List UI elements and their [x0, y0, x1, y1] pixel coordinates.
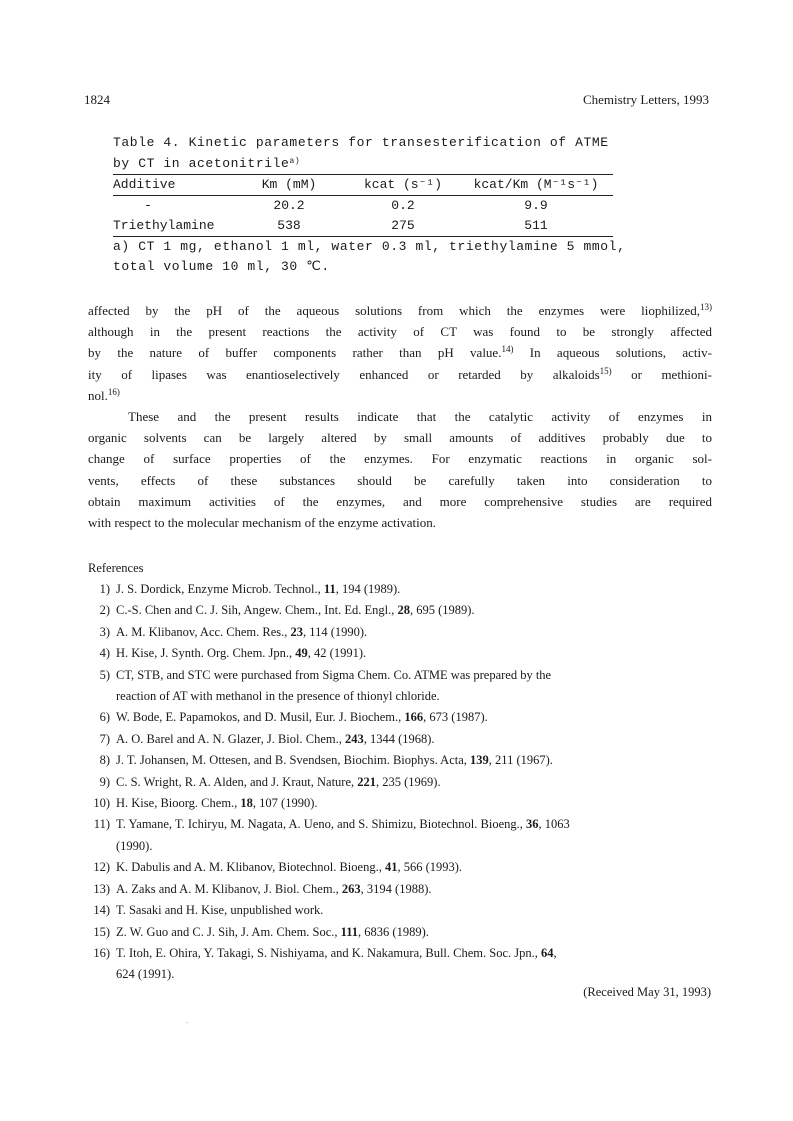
reference-pages-year: , 1344 (1968). — [363, 731, 435, 746]
reference-number: 16) — [93, 945, 110, 960]
reference-citation: W. Bode, E. Papamokos, and D. Musil, Eur. J. Biochem., — [116, 710, 405, 725]
reference-citation: A. O. Barel and A. N. Glazer, J. Biol. Chem., — [116, 731, 345, 746]
reference-volume: 139 — [470, 753, 489, 768]
reference-text — [116, 943, 712, 964]
table-header-additive: Additive — [113, 177, 176, 192]
citation-15: 15) — [599, 365, 612, 376]
reference-text — [116, 879, 712, 900]
reference-volume: 111 — [340, 924, 359, 939]
reference-volume: 243 — [344, 731, 364, 746]
reference-pages-year: , 3194 (1988). — [360, 881, 432, 896]
table-caption-line-2 — [113, 153, 613, 174]
reference-item — [88, 772, 712, 793]
table-header-kcat-km: kcat/Km (M⁻¹s⁻¹) — [473, 177, 599, 192]
reference-text — [116, 814, 712, 835]
reference-volume: 23 — [290, 624, 304, 639]
reference-text — [116, 922, 712, 943]
reference-citation: H. Kise, J. Synth. Org. Chem. Jpn., — [116, 646, 296, 661]
paragraph-line — [88, 342, 712, 363]
reference-item — [88, 600, 712, 621]
reference-pages-year: , 235 (1969). — [376, 774, 441, 789]
reference-volume: 28 — [397, 603, 410, 618]
reference-item — [88, 900, 712, 921]
text-span: by the nature of buffer components rather than pH value. — [88, 345, 502, 361]
reference-text — [116, 579, 712, 600]
reference-citation: J. T. Johansen, M. Ottesen, and B. Svendsen, Biochim. Biophys. Acta, — [116, 753, 471, 768]
paragraph-line: change of surface properties of the enzymes. For enzymatic reactions in organic sol- — [88, 451, 712, 467]
table-row — [113, 196, 613, 216]
table-cell: - — [144, 198, 152, 213]
text-span: or methioni- — [611, 366, 712, 382]
table-header-km: Km (mM) — [261, 177, 317, 192]
reference-citation: T. Itoh, E. Ohira, Y. Takagi, S. Nishiyama, and K. Nakamura, Bull. Chem. Soc. Jpn., — [116, 945, 541, 960]
reference-pages-year: , — [553, 945, 557, 960]
reference-volume: 11 — [323, 582, 336, 596]
reference-text — [116, 622, 712, 643]
reference-number: 12) — [93, 860, 110, 875]
reference-number: 3) — [99, 624, 110, 639]
reference-volume: 221 — [357, 774, 377, 789]
paragraph-line — [88, 364, 712, 385]
table-header-kcat: kcat (s⁻¹) — [363, 177, 443, 192]
table-header-row — [113, 175, 613, 195]
table-cell: Triethylamine — [113, 218, 215, 233]
reference-volume: 263 — [341, 881, 361, 896]
received-date: (Received May 31, 1993) — [583, 985, 711, 999]
reference-item — [88, 879, 712, 900]
references-heading: References — [88, 561, 144, 575]
table-caption-footnote-mark: a) — [289, 157, 301, 166]
paragraph-line: with respect to the molecular mechanism of the enzyme activation. — [88, 514, 436, 530]
body-text — [88, 300, 712, 533]
reference-pages-year: , 1063 — [538, 817, 570, 832]
reference-pages-year: , 107 (1990). — [252, 796, 318, 811]
reference-number: 13) — [93, 881, 110, 896]
reference-item — [88, 707, 712, 728]
table-footnote-line-1: a) CT 1 mg, ethanol 1 ml, water 0.3 ml, triethylamine 5 mmol, — [113, 239, 626, 254]
reference-volume: 18 — [240, 796, 253, 811]
paragraph-line: vents, effects of these substances should be carefully taken into consideration to — [88, 472, 712, 488]
reference-item — [88, 729, 712, 750]
reference-text — [116, 857, 712, 878]
reference-citation: A. M. Klibanov, Acc. Chem. Res., — [116, 624, 291, 639]
reference-volume: 36 — [526, 817, 539, 832]
reference-text — [116, 643, 712, 664]
text-span: nol. — [88, 387, 108, 403]
reference-text — [116, 707, 712, 728]
reference-item — [88, 943, 712, 986]
reference-text — [116, 772, 712, 793]
reference-item — [88, 622, 712, 643]
reference-text — [116, 750, 712, 771]
table-row — [113, 216, 613, 236]
reference-number: 9) — [99, 774, 110, 789]
reference-volume: 49 — [295, 646, 308, 661]
references-section — [88, 558, 712, 986]
reference-citation: J. S. Dordick, Enzyme Microb. Technol., — [116, 582, 324, 596]
reference-number: 6) — [99, 710, 110, 725]
reference-item — [88, 857, 712, 878]
reference-number: 15) — [93, 924, 110, 939]
table-cell: 0.2 — [391, 198, 415, 213]
page-speck — [186, 1022, 188, 1023]
reference-volume: 41 — [384, 860, 398, 875]
paragraph-line: organic solvents can be largely altered by small amounts of additives probably due to — [88, 430, 712, 446]
reference-citation: CT, STB, and STC were purchased from Sigma Chem. Co. ATME was prepared by the — [116, 667, 552, 682]
reference-item — [88, 793, 712, 814]
reference-volume: 64 — [541, 945, 554, 960]
reference-number: 7) — [99, 731, 110, 746]
reference-pages-year: , 42 (1991). — [307, 646, 367, 661]
reference-citation: C. S. Wright, R. A. Alden, and J. Kraut, Nature, — [116, 774, 358, 789]
paragraph-line: These and the present results indicate that the catalytic activity of enzymes in — [128, 408, 712, 424]
reference-citation: Z. W. Guo and C. J. Sih, J. Am. Chem. Soc., — [116, 924, 341, 939]
reference-text — [116, 900, 712, 921]
reference-number: 10) — [93, 796, 110, 811]
reference-pages-year: , 695 (1989). — [409, 603, 475, 618]
reference-number: 2) — [99, 603, 110, 618]
text-span: ity of lipases was enantioselectively enhanced or retarded by alkaloids — [88, 366, 600, 382]
reference-pages-year: , 673 (1987). — [423, 710, 488, 725]
reference-number: 11) — [93, 817, 110, 832]
reference-pages-year: , 211 (1967). — [488, 753, 553, 768]
paragraph-line — [88, 300, 712, 321]
table-footnote-line-2: total volume 10 ml, 30 ℃. — [113, 259, 330, 274]
paragraph-line — [88, 385, 712, 406]
reference-item — [88, 814, 712, 857]
reference-text — [116, 793, 712, 814]
text-span: affected by the pH of the aqueous solutions from which the enzymes were liophilized, — [88, 303, 700, 318]
reference-citation: A. Zaks and A. M. Klibanov, J. Biol. Chem., — [116, 881, 342, 896]
reference-item — [88, 922, 712, 943]
journal-name: Chemistry Letters, 1993 — [582, 92, 709, 107]
reference-citation: C.-S. Chen and C. J. Sih, Angew. Chem., Int. Ed. Engl., — [116, 603, 398, 618]
citation-14: 14) — [501, 344, 514, 355]
reference-text — [116, 665, 712, 686]
reference-number: 4) — [99, 646, 110, 661]
reference-pages-year: , 566 (1993). — [397, 860, 463, 875]
reference-continuation: reaction of AT with methanol in the presence of thionyl chloride. — [116, 689, 440, 704]
table-cell: 9.9 — [524, 198, 548, 213]
table-4 — [113, 132, 626, 277]
paragraph-line: obtain maximum activities of the enzymes, and more comprehensive studies are required — [88, 493, 712, 509]
reference-list — [88, 579, 712, 986]
reference-continuation: (1990). — [116, 838, 153, 853]
reference-number: 5) — [99, 667, 110, 682]
reference-citation: T. Yamane, T. Ichiryu, M. Nagata, A. Ueno, and S. Shimizu, Biotechnol. Bioeng., — [116, 817, 527, 832]
reference-volume: 166 — [404, 710, 424, 725]
reference-item — [88, 643, 712, 664]
paragraph-line: although in the present reactions the activity of CT was found to be strongly affected — [88, 324, 712, 340]
reference-text — [116, 600, 712, 621]
reference-citation: K. Dabulis and A. M. Klibanov, Biotechnol. Bioeng., — [116, 860, 385, 875]
reference-continuation: 624 (1991). — [116, 967, 175, 982]
reference-citation: H. Kise, Bioorg. Chem., — [116, 796, 241, 811]
text-span: In aqueous solutions, activ- — [513, 345, 712, 361]
reference-pages-year: , 6836 (1989). — [358, 924, 429, 939]
reference-item — [88, 579, 712, 600]
citation-13: 13) — [700, 302, 712, 312]
reference-pages-year: , 194 (1989). — [335, 582, 401, 596]
table-caption-line-1: Table 4. Kinetic parameters for transesterification of ATME — [113, 135, 609, 150]
reference-number: 14) — [93, 903, 110, 918]
page-number: 1824 — [84, 92, 110, 107]
reference-item — [88, 750, 712, 771]
table-cell: 275 — [391, 218, 415, 233]
reference-number: 1) — [99, 582, 110, 596]
reference-item — [88, 665, 712, 708]
citation-16: 16) — [107, 386, 120, 397]
table-caption-text: by CT in acetonitrile — [113, 156, 290, 171]
reference-text — [116, 729, 712, 750]
reference-number: 8) — [99, 753, 110, 768]
reference-pages-year: , 114 (1990). — [303, 624, 368, 639]
table-cell: 20.2 — [273, 198, 305, 213]
reference-citation: T. Sasaki and H. Kise, unpublished work. — [116, 903, 324, 918]
table-cell: 511 — [524, 218, 548, 233]
table-cell: 538 — [277, 218, 301, 233]
